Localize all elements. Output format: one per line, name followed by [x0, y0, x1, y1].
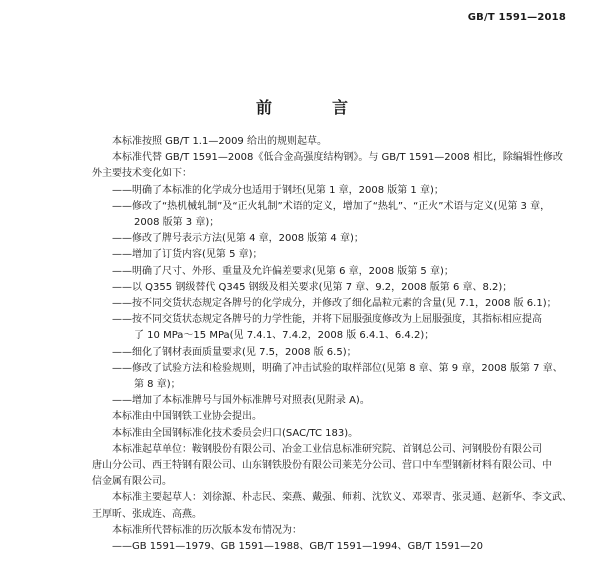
paragraph-drafting-rules: 本标准按照 GB/T 1.1—2009 给出的规则起草。 — [112, 136, 327, 147]
paragraph-history-intro: 本标准所代替标准的历次版本发布情况为： — [112, 524, 302, 536]
history-item: ——GB 1591—1979、GB 1591—1988、GB/T 1591—1994、GB/T 1591—20 — [112, 541, 483, 553]
paragraph-drafting-units: 本标准起草单位：鞍钢股份有限公司、冶金工业信息标准研究院、首钢总公司、河钢股份有限公司 — [112, 443, 542, 455]
change-item: ——明确了尺寸、外形、重量及允许偏差要求(见第 6 章，2008 版第 5 章)； — [112, 265, 454, 277]
change-item-cont: 2008 版第 3 章)； — [134, 217, 220, 229]
change-item-cont: 第 8 章)； — [134, 379, 181, 391]
change-item: ——增加了本标准牌号与国外标准牌号对照表(见附录 A)。 — [112, 395, 370, 407]
paragraph-proposed-by: 本标准由中国钢铁工业协会提出。 — [112, 411, 262, 423]
paragraph-drafting-units-cont: 信金属有限公司。 — [92, 476, 172, 488]
paragraph-replaces: 本标准代替 GB/T 1591—2008《低合金高强度结构钢》。与 GB/T 1591—2008 相比，除编辑性修改 — [112, 152, 563, 164]
change-item: ——修改了试验方法和检验规则，明确了冲击试验的取样部位(见第 8 章、第 9 章，2008 版第 7 章、 — [112, 362, 563, 374]
change-item: ——按不同交货状态规定各牌号的化学成分，并修改了细化晶粒元素的含量(见 7.1，2008 版 6.1)； — [112, 298, 557, 310]
page-title: 前 言 — [255, 98, 370, 117]
paragraph-managed-by: 本标准由全国钢标准化技术委员会归口(SAC/TC 183)。 — [112, 427, 359, 439]
change-item: ——以 Q355 钢级替代 Q345 钢级及相关要求(见第 7 章、9.2，2008 版第 6 章、8.2)； — [112, 281, 513, 293]
paragraph-replaces-cont: 外主要技术变化如下： — [92, 168, 192, 180]
change-item: ——明确了本标准的化学成分也适用于钢坯(见第 1 章，2008 版第 1 章)； — [112, 184, 444, 196]
change-item: ——修改了牌号表示方法(见第 4 章，2008 版第 4 章)； — [112, 233, 364, 245]
paragraph-drafters: 本标准主要起草人：刘徐源、朴志民、栾燕、戴强、师莉、沈钦义、邓翠青、张灵通、赵新华、李文武、 — [112, 492, 572, 504]
change-item: ——细化了钢材表面质量要求(见 7.5，2008 版 6.5)； — [112, 346, 357, 358]
paragraph-drafting-units-cont: 唐山分公司、西王特钢有限公司、山东钢铁股份有限公司莱芜分公司、营口中车型钢新材料有限公司、中 — [92, 460, 552, 472]
change-item: ——按不同交货状态规定各牌号的力学性能，并将下屈服强度修改为上屈服强度，其指标相应提高 — [112, 314, 542, 326]
foreword-body — [92, 134, 572, 555]
paragraph-drafters-cont: 王厚昕、张成连、高燕。 — [92, 508, 202, 520]
standard-code: GB/T 1591—2018 — [467, 12, 566, 23]
change-item-cont: 了 10 MPa～15 MPa(见 7.4.1、7.4.2，2008 版 6.4.1、6.4.2)； — [134, 330, 435, 342]
change-item: ——修改了“热机械轧制”及“正火轧制”术语的定义，增加了“热轧”、“正火”术语与定义(见第 3 章， — [112, 200, 551, 212]
change-item: ——增加了订货内容(见第 5 章)； — [112, 249, 263, 261]
